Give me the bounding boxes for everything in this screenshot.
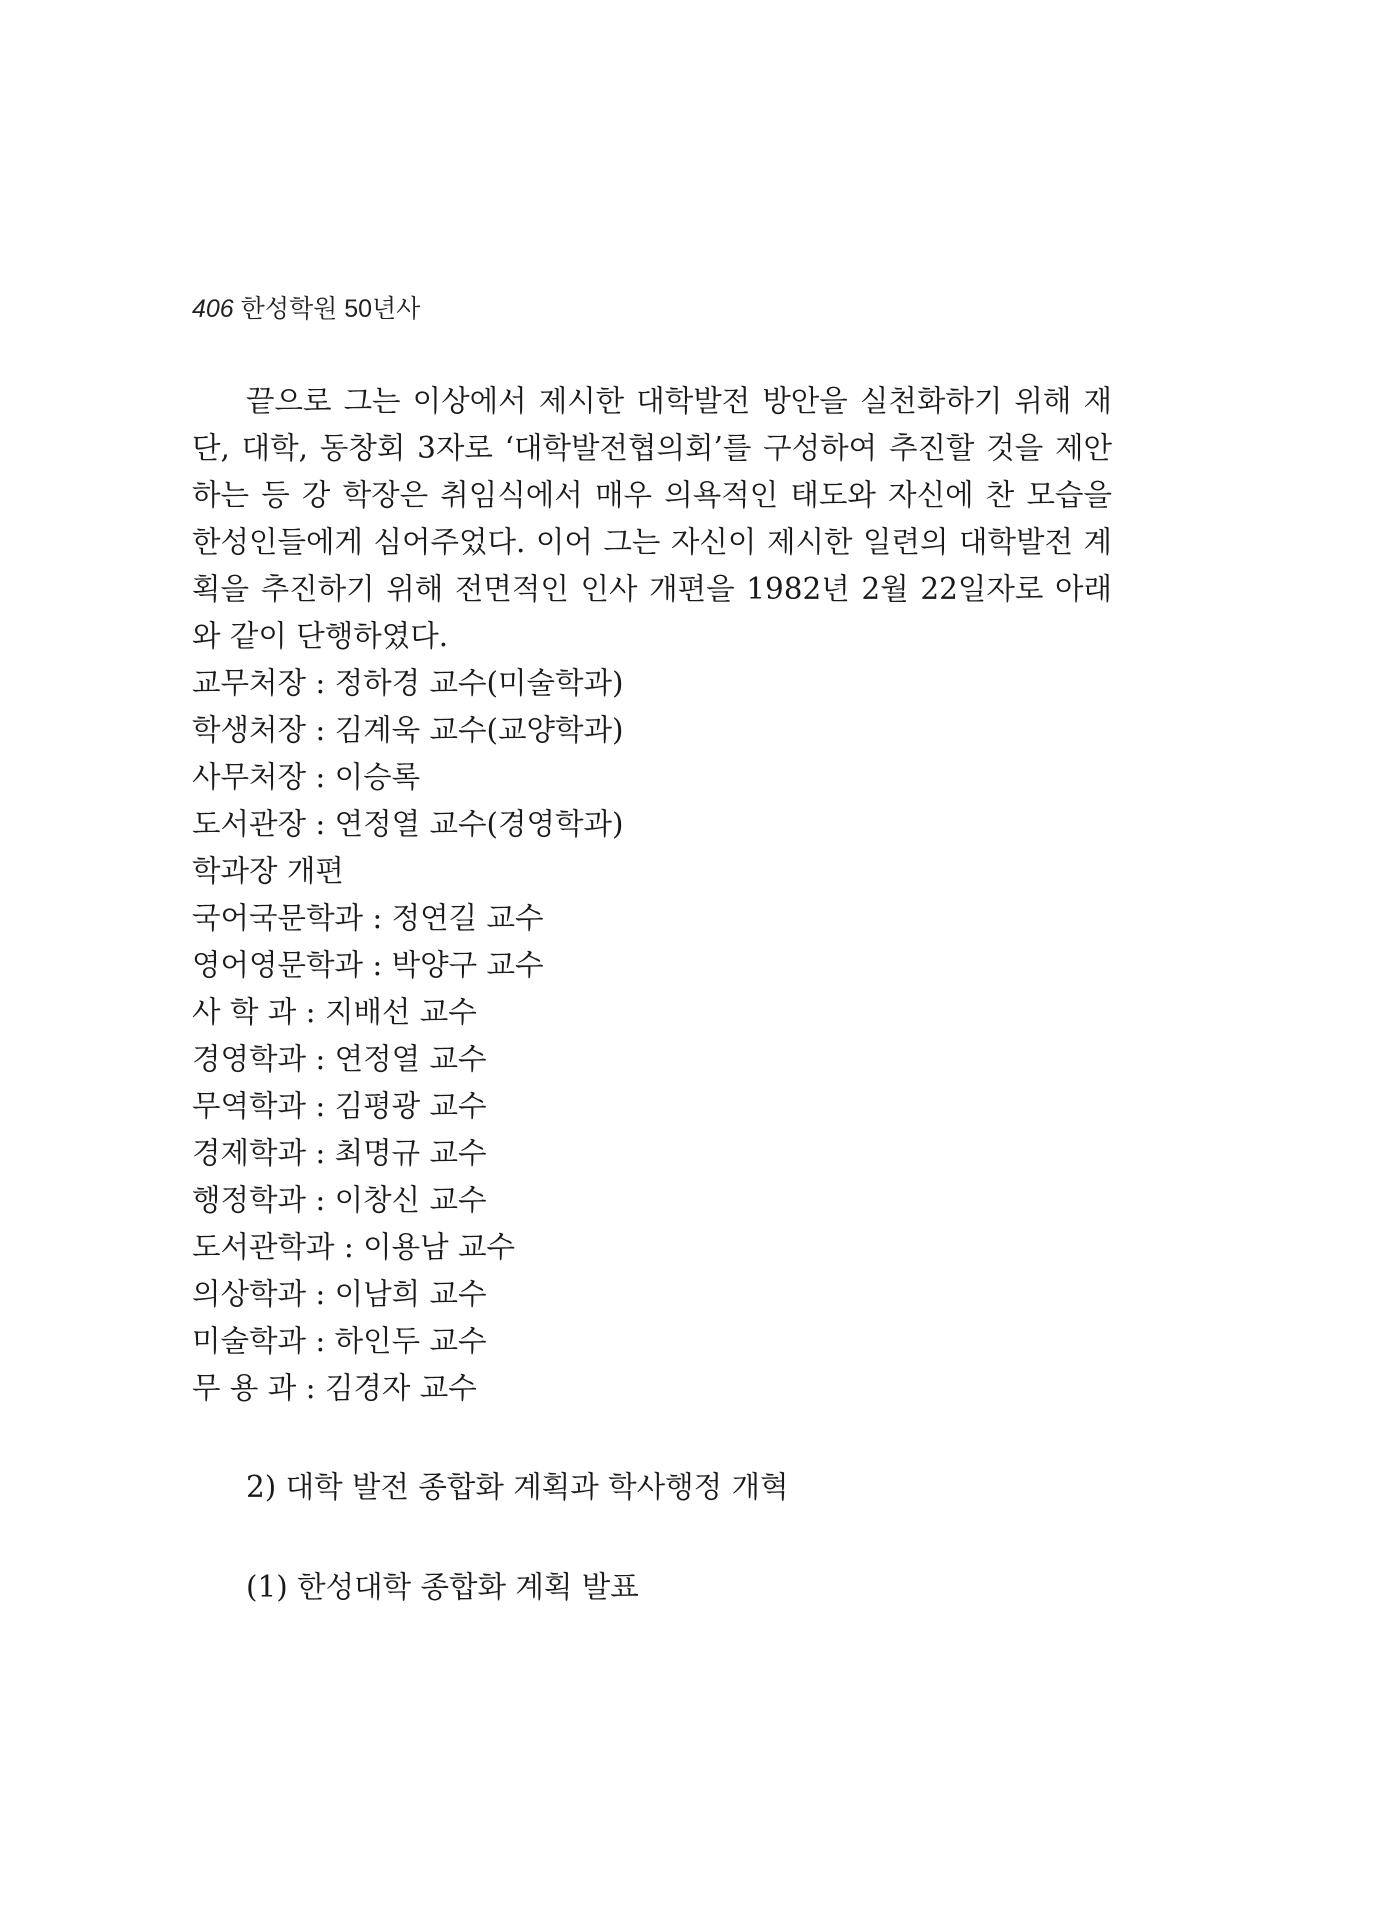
appointment-subheading: 학과장 개편	[192, 854, 344, 888]
body-paragraph: 끝으로 그는 이상에서 제시한 대학발전 방안을 실천화하기 위해 재단, 대학, 동창회 3자로 ‘대학발전협의회’를 구성하여 추진할 것을 제안하는 등 강 학장은 취임식에서 매우 의욕적인 태도와 자신에 찬 모습을 한성인들에게 심어주었다. 이어 그는 자신이 제시한 일련의 대학발전 계획을 추진하기 위해 전면적인 인사 개편을 1982년 2월 22일자로 아래와 같이 단행하였다.	[192, 384, 1112, 653]
appointment-item: 사무처장 : 이승록	[192, 760, 421, 794]
book-title: 한성학원 50년사	[240, 295, 421, 323]
section-heading: 2) 대학 발전 종합화 계획과 학사행정 개혁	[246, 1470, 789, 1504]
appointment-item: 의상학과 : 이남희 교수	[192, 1277, 487, 1311]
appointment-item: 국어국문학과 : 정연길 교수	[192, 901, 544, 935]
body-text	[192, 378, 1112, 1412]
appointment-item: 도서관학과 : 이용남 교수	[192, 1230, 516, 1264]
appointment-item: 사 학 과 : 지배선 교수	[192, 995, 477, 1029]
subsection-heading: (1) 한성대학 종합화 계획 발표	[246, 1570, 639, 1604]
appointment-item: 무역학과 : 김평광 교수	[192, 1089, 487, 1123]
appointment-item: 미술학과 : 하인두 교수	[192, 1324, 487, 1358]
appointment-item: 학생처장 : 김계욱 교수(교양학과)	[192, 713, 624, 747]
appointment-item: 행정학과 : 이창신 교수	[192, 1183, 487, 1217]
appointment-list	[192, 660, 1112, 1412]
page-number: 406	[192, 295, 234, 323]
running-header	[192, 289, 420, 325]
appointment-item: 경영학과 : 연정열 교수	[192, 1042, 487, 1076]
appointment-item: 무 용 과 : 김경자 교수	[192, 1371, 477, 1405]
appointment-item: 도서관장 : 연정열 교수(경영학과)	[192, 807, 624, 841]
appointment-item: 영어영문학과 : 박양구 교수	[192, 948, 544, 982]
appointment-item: 경제학과 : 최명규 교수	[192, 1136, 487, 1170]
appointment-item: 교무처장 : 정하경 교수(미술학과)	[192, 666, 624, 700]
